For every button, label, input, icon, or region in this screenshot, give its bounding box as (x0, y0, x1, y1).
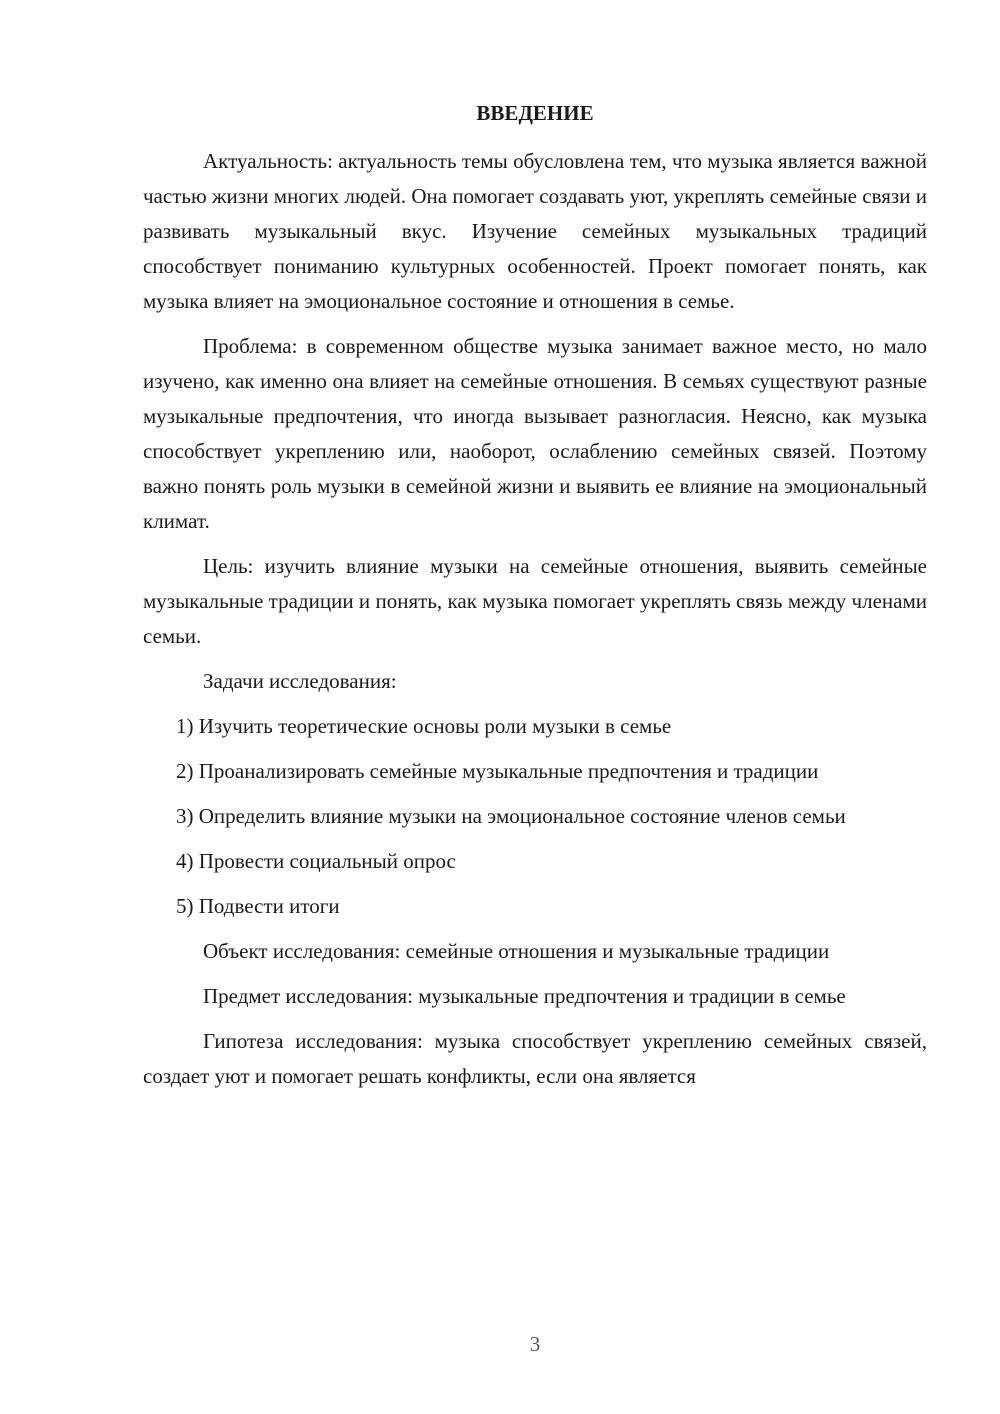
page-number: 3 (529, 1332, 541, 1356)
task-item-2: 2) Проанализировать семейные музыкальные предпочтения и традиции (176, 759, 819, 783)
task-item-1: 1) Изучить теоретические основы роли музыки в семье (176, 714, 672, 738)
paragraph-goal: Цель: изучить влияние музыки на семейные отношения, выявить семейные музыкальные традиции и понять, как музыка помогает укреплять связь между членами семьи. (143, 554, 927, 648)
paragraph-hypothesis: Гипотеза исследования: музыка способствует укреплению семейных связей, создает уют и помогает решать конфликты, если она является (143, 1029, 927, 1088)
task-item-4: 4) Провести социальный опрос (176, 849, 456, 873)
task-item-5: 5) Подвести итоги (176, 894, 340, 918)
section-title: ВВЕДЕНИЕ (476, 101, 594, 125)
task-item-3: 3) Определить влияние музыки на эмоциональное состояние членов семьи (176, 804, 846, 828)
tasks-heading: Задачи исследования: (203, 669, 397, 693)
paragraph-relevance: Актуальность: актуальность темы обусловлена тем, что музыка является важной частью жизни многих людей. Она помогает создавать уют, укреплять семейные связи и развивать музыкальный вкус. Изучение семейных музыкальных традиций способствует пониманию культурных особенностей. Проект помогает понять, как музыка влияет на эмоциональное состояние и отношения в семье. (143, 149, 927, 313)
page-content (143, 96, 927, 1104)
paragraph-subject: Предмет исследования: музыкальные предпочтения и традиции в семье (203, 984, 846, 1008)
paragraph-object: Объект исследования: семейные отношения и музыкальные традиции (203, 939, 830, 963)
paragraph-problem: Проблема: в современном обществе музыка занимает важное место, но мало изучено, как именно она влияет на семейные отношения. В семьях существуют разные музыкальные предпочтения, что иногда вызывает разногласия. Неясно, как музыка способствует укреплению или, наоборот, ослаблению семейных связей. Поэтому важно понять роль музыки в семейной жизни и выявить ее влияние на эмоциональный климат. (143, 334, 927, 533)
